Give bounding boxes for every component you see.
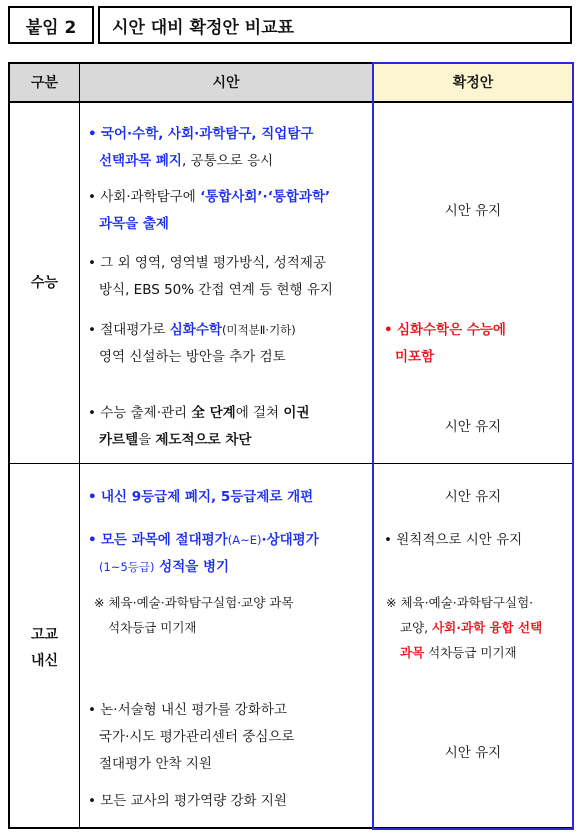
attachment-label-box [8,6,94,44]
row-label-school-1: 고교 [30,627,59,643]
school-final-principle: • 원칙적으로 시안 유지 [384,532,523,548]
school-draft-item-2: • 모든 과목에 절대평가(A~E)·상대평가 (1~5등급) 성적을 병기 [88,532,319,575]
page-title: 시안 대비 확정안 비교표 [112,17,294,38]
school-draft-item-3: • 논·서술형 내신 평가를 강화하고 국가·시도 평가관리센터 중심으로 절대평가 안착 지원 [88,702,295,772]
suneung-final-keep-1: 시안 유지 [444,203,502,219]
suneung-draft-item-3: • 그 외 영역, 영역별 평가방식, 성적제공 방식, EBS 50% 간접 연계 등 현행 유지 [88,255,333,298]
suneung-draft-item-1: • 국어·수학, 사회·과학탐구, 직업탐구 선택과목 폐지, 공통으로 응시 [88,126,314,169]
suneung-final-keep-2: 시안 유지 [444,419,502,435]
school-final-note: ※ 체육·예술·과학탐구실험· 교양, 사회·과학 융합 선택 과목 석차등급 미기재 [386,595,543,660]
suneung-draft-item-2: • 사회·과학탐구에 ‘통합사회’·‘통합과학’ 과목을 출제 [88,189,331,232]
school-final-keep-1: 시안 유지 [444,489,502,505]
suneung-final-red: • 심화수학은 수능에 미포함 [384,322,506,365]
suneung-draft-item-5: • 수능 출제·관리 全 단계에 걸쳐 이권 카르텔을 제도적으로 차단 [88,405,310,448]
table-left-border [8,62,10,829]
suneung-draft-item-4: • 절대평가로 심화수학(미적분Ⅱ·기하) 영역 신설하는 방안을 추가 검토 [88,322,296,365]
final-col-highlight-border [372,62,574,830]
school-draft-note: ※ 체육·예술·과학탐구실험·교양 과목 석차등급 미기재 [94,595,294,635]
col-header-category: 구분 [30,75,59,91]
school-draft-item-1: • 내신 9등급제 폐지, 5등급제로 개편 [88,489,314,505]
row-label-suneung: 수능 [30,275,59,291]
school-final-keep-2: 시안 유지 [444,745,502,761]
attachment-label: 붙임 2 [25,17,77,38]
col-header-draft: 시안 [212,75,240,91]
title-box [98,6,572,44]
row-label-school-2: 내신 [30,653,59,669]
school-draft-item-4: • 모든 교사의 평가역량 강화 지원 [88,793,287,809]
col-header-final: 확정안 [452,75,494,91]
category-col-divider [79,62,80,829]
